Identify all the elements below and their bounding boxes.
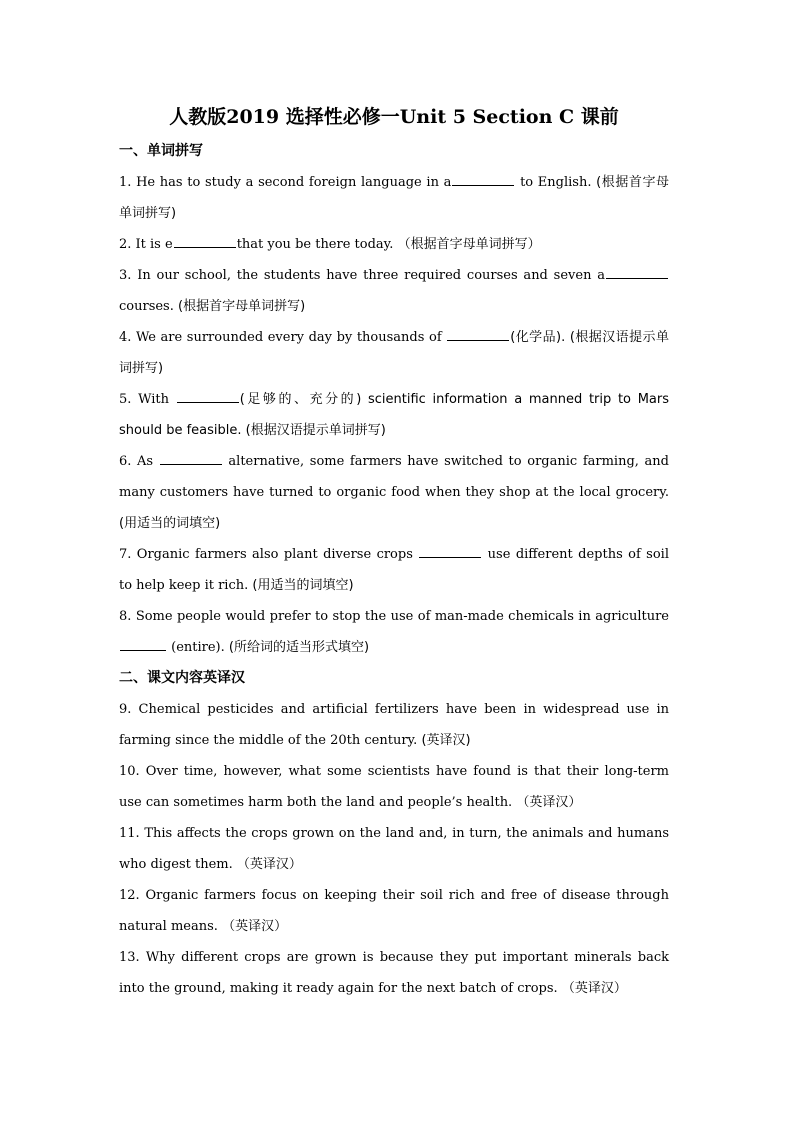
- item-text-before: 6. As: [119, 454, 159, 469]
- section-word-spelling: [119, 136, 669, 663]
- exercise-item-1: [119, 167, 669, 229]
- item-hint: （英译汉）: [222, 919, 288, 934]
- answer-blank[interactable]: [160, 450, 222, 465]
- page-content: [119, 100, 669, 1004]
- item-text-after: courses.: [119, 299, 178, 314]
- item-text-before: 10. Over time, however, what some scientists have found is that their long-term use can sometimes harm both the land and people’s health.: [119, 764, 669, 810]
- item-text-after: use different depths of soil to help keep it rich.: [119, 547, 669, 593]
- item-text-after: to English.: [515, 175, 597, 190]
- item-text-before: 13. Why different crops are grown is because they put important minerals back into the ground, making it ready again for the next batch of crops.: [119, 950, 669, 996]
- item-text-before: 4. We are surrounded every day by thousands of: [119, 330, 447, 345]
- item-text-after: that you be there today.: [236, 237, 398, 252]
- item-hint: (英译汉): [421, 733, 471, 748]
- item-hint: (根据首字母单词拼写): [178, 299, 306, 314]
- item-hint: (用适当的词填空): [252, 578, 354, 593]
- answer-blank[interactable]: [447, 326, 509, 341]
- exercise-item-2: [119, 229, 669, 260]
- exercise-item-11: [119, 818, 669, 880]
- exercise-item-12: [119, 880, 669, 942]
- answer-blank[interactable]: [419, 543, 481, 558]
- item-text-before: 5. With: [119, 392, 176, 407]
- exercise-item-5: [119, 384, 669, 446]
- item-hint: (用适当的词填空): [119, 516, 221, 531]
- item-text-before: 11. This affects the crops grown on the land and, in turn, the animals and humans who digest them.: [119, 826, 669, 872]
- page-title: 人教版2019 选择性必修一Unit 5 Section C 课前: [169, 106, 619, 128]
- item-text-before: 1. He has to study a second foreign language in a: [119, 175, 452, 190]
- exercise-item-8: [119, 601, 669, 663]
- item-text-before: 2. It is e: [119, 237, 173, 252]
- item-hint: （英译汉）: [516, 795, 582, 810]
- exercise-item-3: [119, 260, 669, 322]
- item-hint: (足够的、充分的) scientific information a manned trip to Mars should be feasible. (根据汉语提示单词拼写): [119, 392, 669, 438]
- item-text-before: 7. Organic farmers also plant diverse crops: [119, 547, 419, 562]
- section-heading: 一、单词拼写: [119, 143, 203, 159]
- sections-container: [119, 136, 669, 1004]
- answer-blank[interactable]: [174, 233, 236, 248]
- answer-blank[interactable]: [452, 171, 514, 186]
- item-hint: （英译汉）: [561, 981, 627, 996]
- exercise-item-10: [119, 756, 669, 818]
- exercise-item-4: [119, 322, 669, 384]
- section-heading: 二、课文内容英译汉: [119, 670, 245, 686]
- exercise-item-13: [119, 942, 669, 1004]
- item-text-before: 3. In our school, the students have three required courses and seven a: [119, 268, 605, 283]
- item-hint: （英译汉）: [236, 857, 302, 872]
- answer-blank[interactable]: [120, 636, 166, 651]
- item-text-before: 12. Organic farmers focus on keeping their soil rich and free of disease through natural means.: [119, 888, 669, 934]
- answer-blank[interactable]: [177, 388, 239, 403]
- item-hint: (根据首字母单词拼写): [119, 175, 669, 221]
- exercise-item-7: [119, 539, 669, 601]
- item-hint: (所给词的适当形式填空): [228, 640, 370, 655]
- item-text-after: alternative, some farmers have switched to organic farming, and many customers have turned to organic food when they shop at the local grocery.: [119, 454, 670, 500]
- item-text-after: (entire).: [167, 640, 229, 655]
- item-hint: (化学品). (根据汉语提示单词拼写): [119, 330, 669, 376]
- exercise-item-9: [119, 694, 669, 756]
- section-translation: [119, 663, 669, 1004]
- exercise-item-6: [119, 446, 669, 539]
- item-text-before: 8. Some people would prefer to stop the use of man-made chemicals in agriculture: [119, 609, 669, 624]
- item-hint: （根据首字母单词拼写）: [397, 237, 541, 252]
- answer-blank[interactable]: [606, 264, 668, 279]
- item-text-before: 9. Chemical pesticides and artificial fertilizers have been in widespread use in farming since the middle of the 20th century.: [119, 702, 669, 748]
